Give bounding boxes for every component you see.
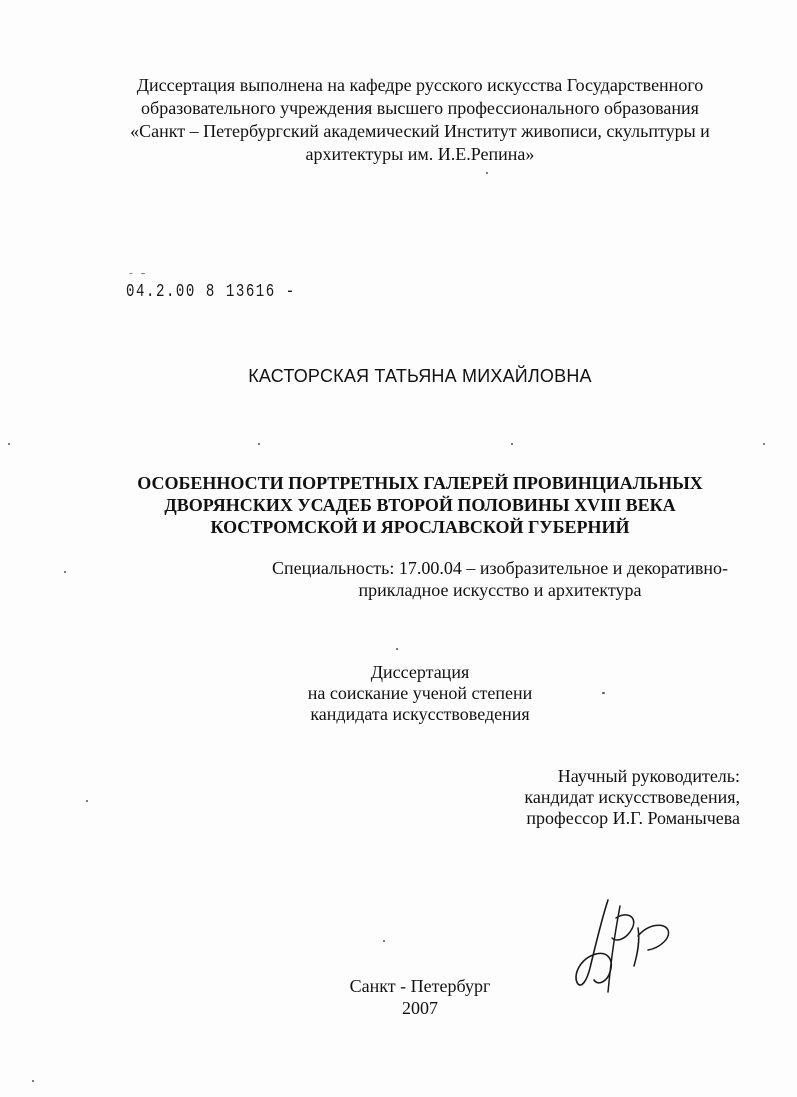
scan-speck <box>383 940 385 942</box>
scan-speck <box>8 443 10 445</box>
degree-line-2: на соискание ученой степени <box>307 683 533 703</box>
handwritten-signature <box>568 888 678 998</box>
archive-code: 04.2.00 8 13616 - <box>126 282 296 302</box>
archive-stamp-marks: ˘ ˜ <box>128 273 147 284</box>
supervisor-block <box>470 766 740 829</box>
specialty-line-1: Специальность: 17.00.04 – изобразительное и декоративно- <box>271 558 729 578</box>
scan-speck <box>258 443 260 445</box>
title-line-1: ОСОБЕННОСТИ ПОРТРЕТНЫХ ГАЛЕРЕЙ ПРОВИНЦИАЛЬНЫХ <box>137 473 703 493</box>
place-and-year <box>300 975 540 1019</box>
scan-speck <box>511 443 513 445</box>
header-line-1: Диссертация выполнена на кафедре русского искусства Государственного <box>136 75 704 95</box>
header-line-3: «Санкт – Петербургский академический Институт живописи, скульптуры и <box>130 121 710 141</box>
scan-speck <box>763 443 765 445</box>
degree-line-3: кандидата искусствоведения <box>310 704 530 724</box>
year: 2007 <box>402 998 438 1018</box>
supervisor-line-1: Научный руководитель: <box>557 766 740 786</box>
supervisor-line-3: профессор И.Г. Романычева <box>526 808 740 828</box>
title-line-3: КОСТРОМСКОЙ И ЯРОСЛАВСКОЙ ГУБЕРНИЙ <box>210 517 630 537</box>
supervisor-line-2: кандидат искусствоведения, <box>524 787 740 807</box>
scan-speck <box>486 172 488 174</box>
institution-header <box>60 74 780 166</box>
specialty-line-2: прикладное искусство и архитектура <box>358 580 642 600</box>
header-line-4: архитектуры им. И.Е.Репина» <box>305 144 535 164</box>
scan-speck <box>396 648 398 650</box>
degree-statement <box>250 662 590 725</box>
specialty <box>250 557 750 601</box>
dissertation-title <box>80 472 760 538</box>
scan-speck <box>64 571 66 573</box>
scan-speck <box>602 692 605 694</box>
degree-line-1: Диссертация <box>370 662 470 682</box>
scan-speck <box>32 1080 34 1082</box>
author-name: КАСТОРСКАЯ ТАТЬЯНА МИХАЙЛОВНА <box>248 366 592 386</box>
title-line-2: ДВОРЯНСКИХ УСАДЕБ ВТОРОЙ ПОЛОВИНЫ XVIII ВЕКА <box>164 495 676 515</box>
city: Санкт - Петербург <box>349 976 491 996</box>
scan-speck <box>86 800 88 802</box>
header-line-2: образовательного учреждения высшего профессионального образования <box>141 98 699 118</box>
